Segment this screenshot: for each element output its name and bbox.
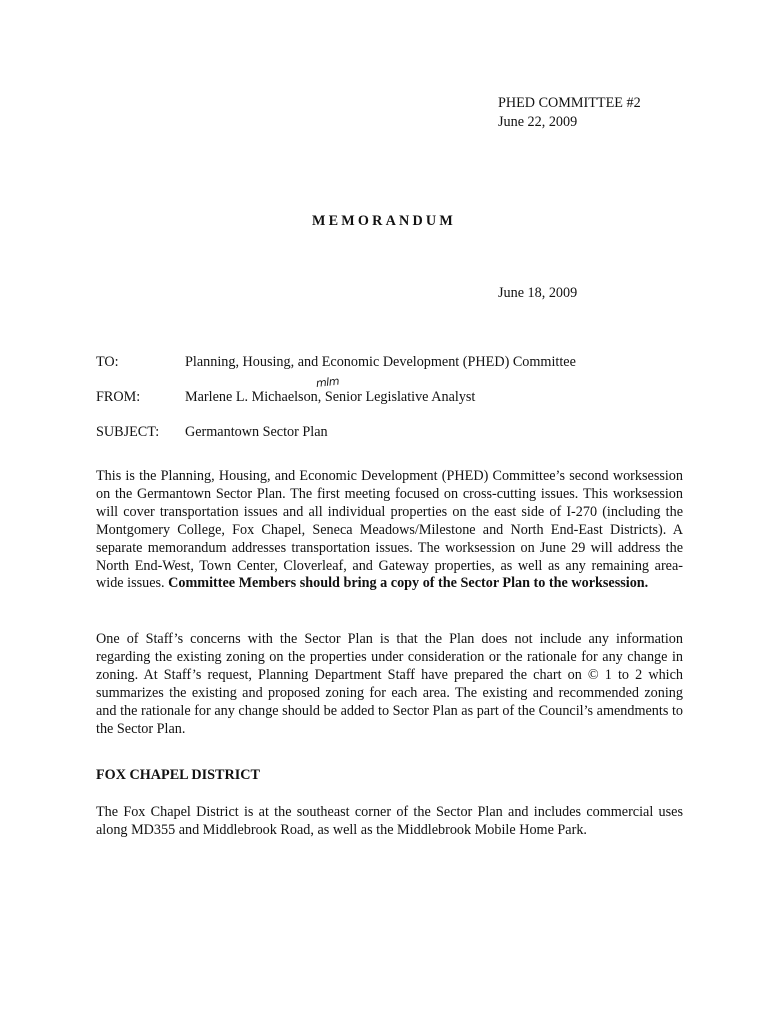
subject-value: Germantown Sector Plan xyxy=(185,424,328,440)
committee-ref: PHED COMMITTEE #2 xyxy=(498,95,641,111)
memo-date: June 18, 2009 xyxy=(498,285,578,301)
from-row xyxy=(96,389,475,406)
concerns-paragraph: One of Staff’s concerns with the Sector Plan is that the Plan does not include any information regarding the existing zoning on the properties under consideration or the rationale for any change in zoning. At Staff’s request, Planning Department Staff have prepared the chart on © 1 to 2 which summarizes the existing and proposed zoning for each area. The existing and recommended zoning and the rationale for any change should be added to Sector Plan as part of the Council’s amendments to the Sector Plan. xyxy=(96,631,683,737)
intro-text: This is the Planning, Housing, and Economic Development (PHED) Committee’s second worksession on the Germantown Sector Plan. The first meeting focused on cross-cutting issues. This worksession will cover transportation issues and all individual properties on the east side of I-270 (including the Montgomery College, Fox Chapel, Seneca Meadows/Milestone and North End-East Districts). A separate memorandum addresses transportation issues. The worksession on June 29 will address the North End-West, Town Center, Cloverleaf, and Gateway properties, as well as any remaining area-wide issues. xyxy=(96,468,683,592)
from-label: FROM: xyxy=(96,389,141,405)
to-value: Planning, Housing, and Economic Development (PHED) Committee xyxy=(185,354,576,370)
from-value: Marlene L. Michaelson, Senior Legislative Analyst xyxy=(185,389,476,405)
subject-label: SUBJECT: xyxy=(96,424,160,440)
intro-paragraph xyxy=(96,468,683,593)
fox-chapel-heading: FOX CHAPEL DISTRICT xyxy=(96,767,260,783)
committee-header xyxy=(498,94,641,132)
intro-emphasis: Committee Members should bring a copy of the Sector Plan to the worksession. xyxy=(168,575,649,592)
to-row xyxy=(96,354,576,371)
fox-chapel-paragraph: The Fox Chapel District is at the southeast corner of the Sector Plan and includes commercial uses along MD355 and Middlebrook Road, as well as the Middlebrook Mobile Home Park. xyxy=(96,804,683,838)
memo-title: MEMORANDUM xyxy=(312,213,456,229)
handwritten-initials: mlm xyxy=(315,374,340,390)
to-label: TO: xyxy=(96,354,119,370)
subject-row xyxy=(96,424,328,441)
committee-date: June 22, 2009 xyxy=(498,114,578,130)
